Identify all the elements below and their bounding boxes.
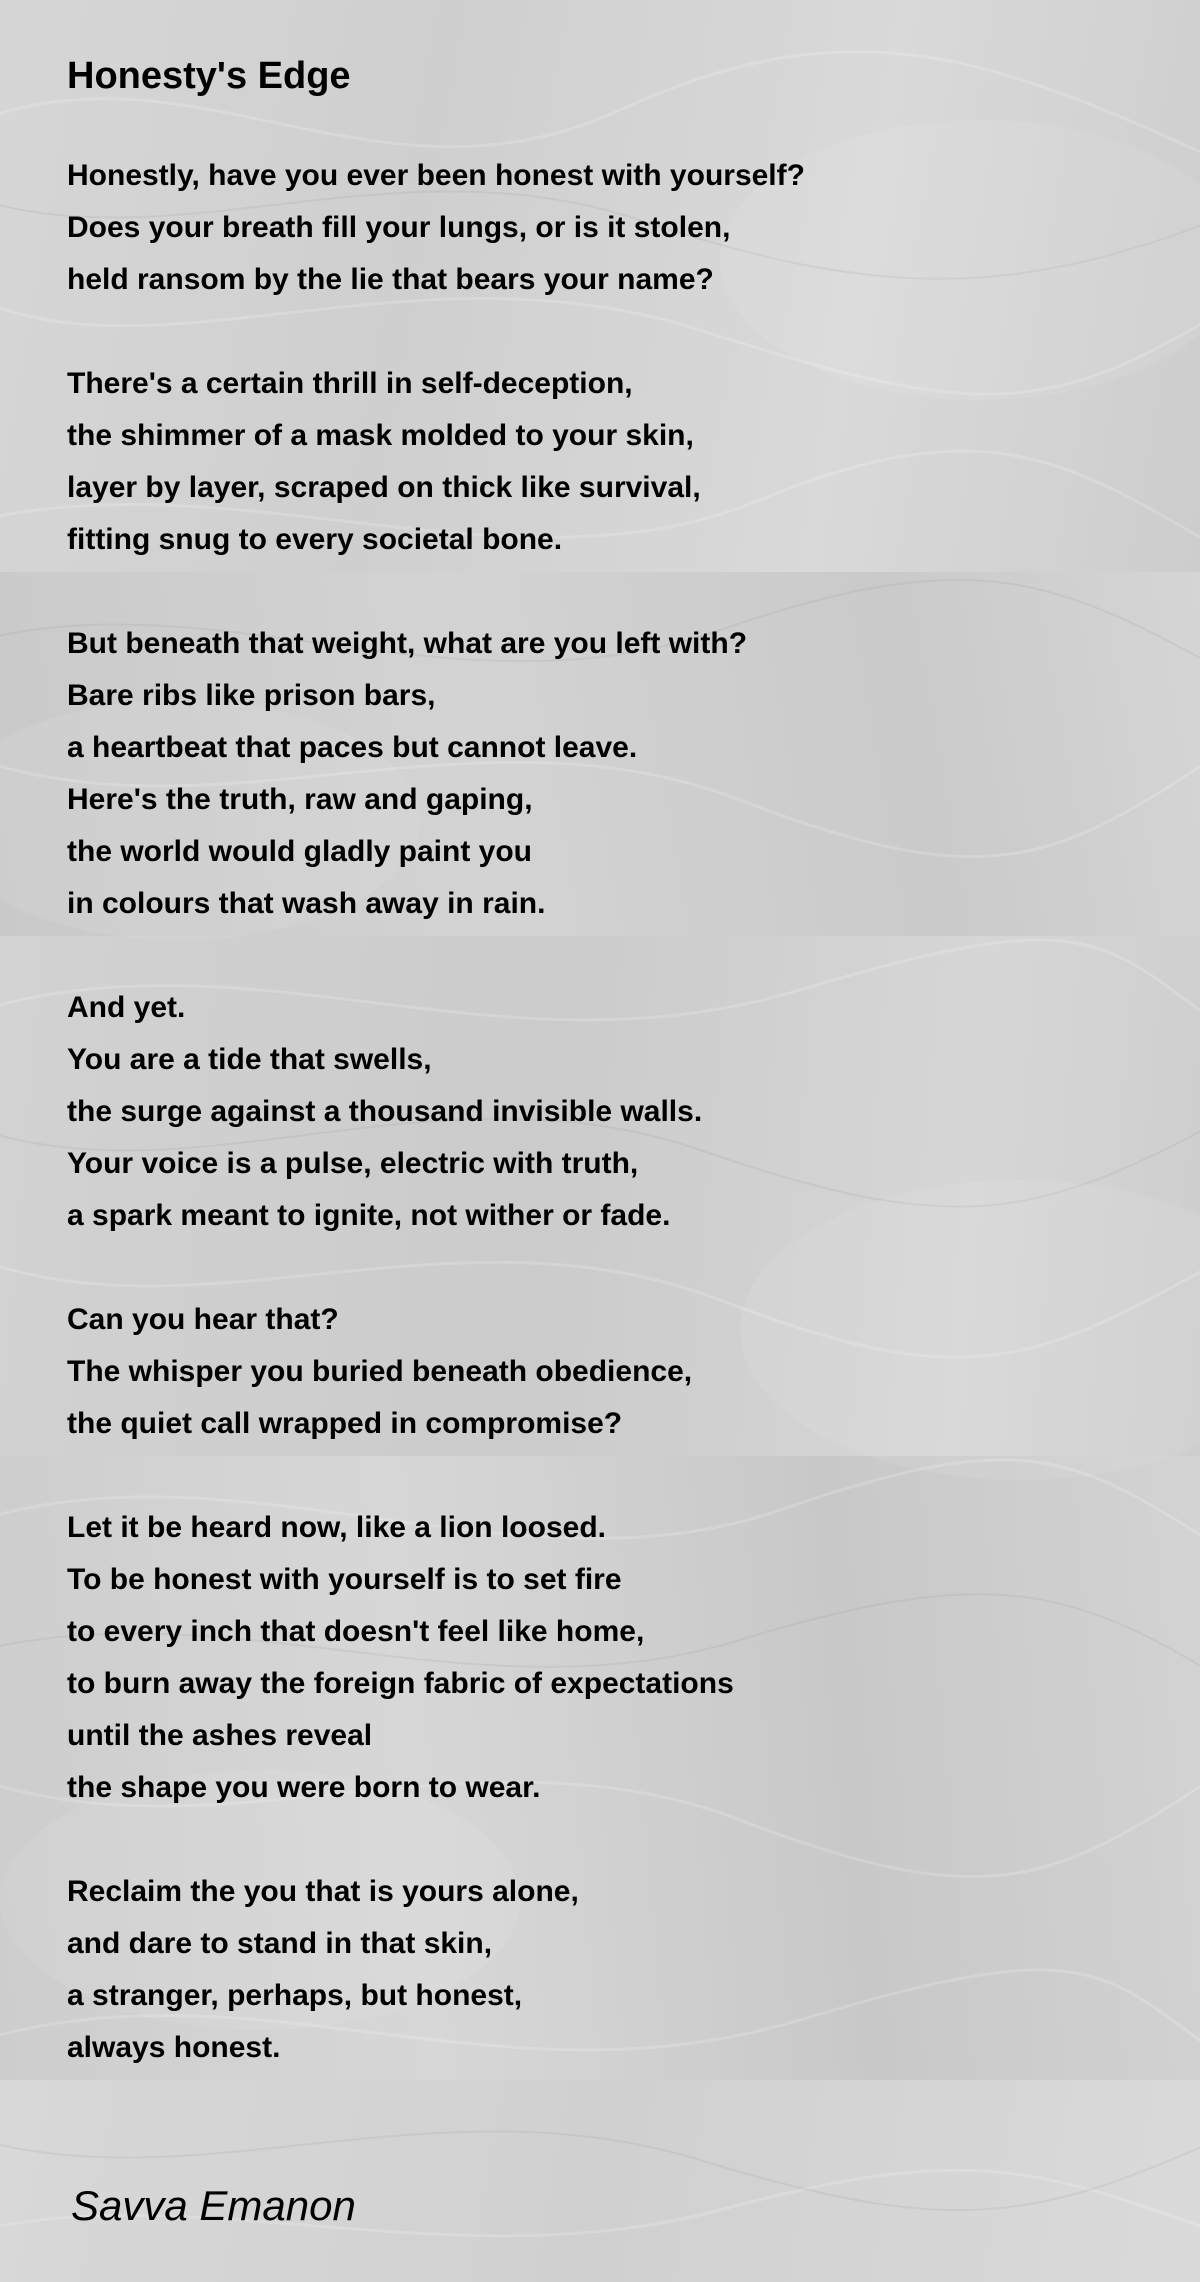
poem-line: Honestly, have you ever been honest with yourself?: [67, 159, 805, 192]
poem-line: a heartbeat that paces but cannot leave.: [67, 731, 638, 764]
poem-line: a spark meant to ignite, not wither or fade.: [67, 1199, 671, 1232]
poem-line: to every inch that doesn't feel like home,: [67, 1615, 645, 1648]
poem-line: the shimmer of a mask molded to your skin,: [67, 419, 694, 452]
poem-line: layer by layer, scraped on thick like survival,: [67, 471, 701, 504]
poem-line: and dare to stand in that skin,: [67, 1927, 493, 1960]
stanza: [67, 150, 1147, 306]
poem-line: until the ashes reveal: [67, 1719, 373, 1752]
poem-line: And yet.: [67, 991, 186, 1024]
poem-line: To be honest with yourself is to set fire: [67, 1563, 622, 1596]
poem-body: [67, 150, 1147, 2126]
poem-line: The whisper you buried beneath obedience,: [67, 1355, 693, 1388]
poem-line: the shape you were born to wear.: [67, 1771, 541, 1804]
author-name: Savva Emanon: [71, 2182, 356, 2229]
poem-line: But beneath that weight, what are you left with?: [67, 627, 748, 660]
poem-line: in colours that wash away in rain.: [67, 887, 546, 920]
stanza: [67, 1502, 1147, 1814]
poem-line: a stranger, perhaps, but honest,: [67, 1979, 523, 2012]
stanza: [67, 1866, 1147, 2074]
poem-line: Does your breath fill your lungs, or is it stolen,: [67, 211, 731, 244]
stanza: [67, 618, 1147, 930]
poem-line: held ransom by the lie that bears your name?: [67, 263, 714, 296]
poem-line: fitting snug to every societal bone.: [67, 523, 563, 556]
poem-line: There's a certain thrill in self-deception,: [67, 367, 633, 400]
poem-line: Here's the truth, raw and gaping,: [67, 783, 533, 816]
poem-line: the world would gladly paint you: [67, 835, 532, 868]
poem-line: Your voice is a pulse, electric with truth,: [67, 1147, 639, 1180]
poem-line: always honest.: [67, 2031, 281, 2064]
poem-line: Let it be heard now, like a lion loosed.: [67, 1511, 606, 1544]
stanza: [67, 358, 1147, 566]
poem-line: Reclaim the you that is yours alone,: [67, 1875, 579, 1908]
poem-line: Bare ribs like prison bars,: [67, 679, 436, 712]
stanza: [67, 1294, 1147, 1450]
poem-line: You are a tide that swells,: [67, 1043, 432, 1076]
poem-title: Honesty's Edge: [67, 55, 351, 97]
stanza: [67, 982, 1147, 1242]
poem-line: the quiet call wrapped in compromise?: [67, 1407, 623, 1440]
poem-line: to burn away the foreign fabric of expectations: [67, 1667, 734, 1700]
poem-line: the surge against a thousand invisible walls.: [67, 1095, 703, 1128]
poem-line: Can you hear that?: [67, 1303, 339, 1336]
